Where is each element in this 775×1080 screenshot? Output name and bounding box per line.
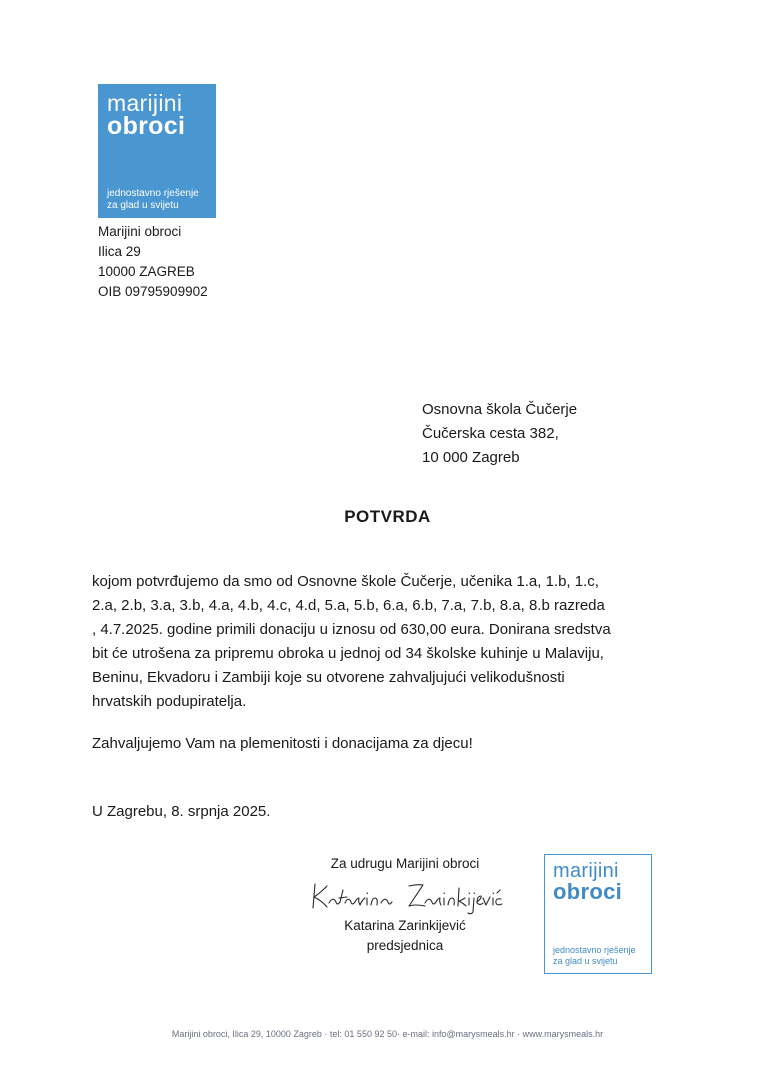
- logo-stamp: [544, 854, 652, 974]
- logo-top: [98, 84, 216, 218]
- logo-tagline: [107, 188, 199, 212]
- recipient-city: 10 000 Zagreb: [422, 449, 520, 466]
- stamp-word-marijini: marijini: [553, 860, 619, 882]
- sender-name: Marijini obroci: [98, 224, 182, 239]
- thanks-line: Zahvaljujemo Vam na plemenitosti i donacijama za djecu!: [92, 735, 473, 752]
- handwritten-signature: [305, 876, 505, 916]
- body-line: kojom potvrđujemo da smo od Osnovne škole Čučerje, učenika 1.a, 1.b, 1.c,: [92, 573, 599, 590]
- logo-word-marijini: marijini: [107, 90, 183, 116]
- body-line: , 4.7.2025. godine primili donaciju u iznosu od 630,00 eura. Donirana sredstva: [92, 621, 611, 638]
- body-line: 2.a, 2.b, 3.a, 3.b, 4.a, 4.b, 4.c, 4.d, 5.a, 5.b, 6.a, 6.b, 7.a, 7.b, 8.a, 8.b razreda: [92, 597, 605, 614]
- signatory-name: Katarina Zarinkijević: [344, 918, 466, 933]
- logo-tagline-line1: jednostavno rješenje: [107, 188, 199, 199]
- body-line: hrvatskih podupiratelja.: [92, 693, 247, 710]
- recipient-address: [422, 398, 577, 470]
- footer-contact: Marijini obroci, Ilica 29, 10000 Zagreb · tel: 01 550 92 50· e-mail: info@marysmeals.hr · www.marysmeals.hr: [171, 1029, 604, 1039]
- sender-street: Ilica 29: [98, 244, 141, 259]
- body-line: Beninu, Ekvadoru i Zambiji koje su otvorene zahvaljujući velikodušnosti: [92, 669, 565, 686]
- signature-caption: Za udrugu Marijini obroci: [330, 856, 480, 871]
- body-line: bit će utrošena za pripremu obroka u jednoj od 34 školske kuhinje u Malaviju,: [92, 645, 604, 662]
- recipient-street: Čučerska cesta 382,: [422, 425, 559, 442]
- stamp-tagline-line1: jednostavno rješenje: [553, 945, 636, 955]
- logo-word-obroci: obroci: [107, 112, 186, 140]
- recipient-name: Osnovna škola Čučerje: [422, 401, 578, 418]
- stamp-tagline-line2: za glad u svijetu: [553, 956, 618, 966]
- signatory-role: predsjednica: [366, 938, 444, 953]
- sender-address: [98, 222, 208, 302]
- sender-oib: OIB 09795909902: [98, 284, 208, 299]
- document-title: POTVRDA: [344, 507, 431, 526]
- body-paragraph: [92, 570, 692, 714]
- stamp-word-obroci: obroci: [553, 879, 623, 904]
- place-and-date: U Zagrebu, 8. srpnja 2025.: [92, 803, 271, 820]
- logo-tagline-line2: za glad u svijetu: [107, 200, 179, 211]
- signature-block: [300, 854, 510, 956]
- sender-city: 10000 ZAGREB: [98, 264, 195, 279]
- stamp-tagline: [553, 945, 636, 967]
